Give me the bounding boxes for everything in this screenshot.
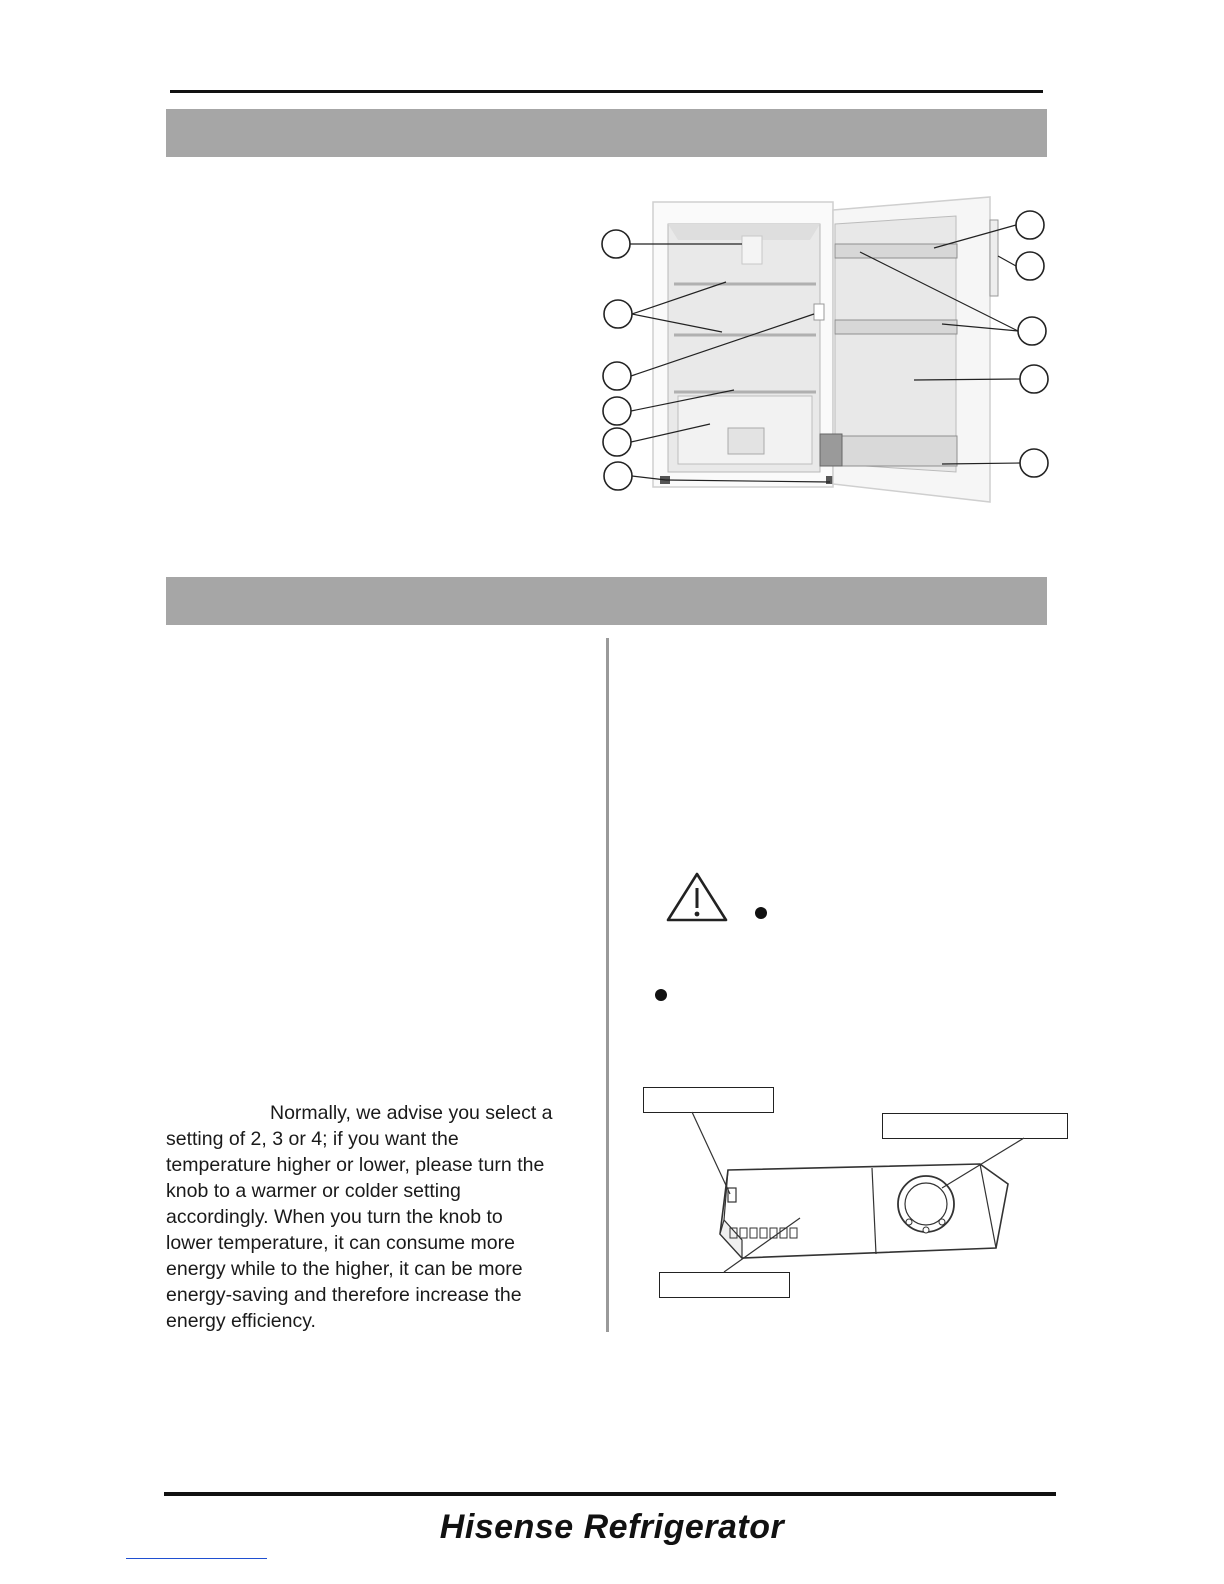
warning-triangle-icon: [664, 870, 730, 924]
header-rule: [170, 90, 1043, 93]
brand-logo-text: Hisense Refrigerator: [439, 1508, 785, 1546]
column-divider: [606, 638, 609, 1332]
light-box: [742, 236, 762, 264]
callout-marker: [602, 230, 630, 258]
callout-marker: [1020, 449, 1048, 477]
callout-marker: [604, 300, 632, 328]
paragraph-line: lower temperature, it can consume more: [166, 1232, 515, 1254]
fridge-illustration: [590, 192, 1060, 512]
paragraph-line: setting of 2, 3 or 4; if you want the: [166, 1128, 459, 1150]
door-rack-bottom: [835, 436, 957, 466]
paragraph-line: knob to a warmer or colder setting: [166, 1180, 461, 1202]
section-header-band-2: [166, 577, 1047, 625]
bullet-dot-icon: [754, 906, 768, 920]
light-switch: [728, 1188, 736, 1202]
paragraph-line: energy while to the higher, it can be more: [166, 1258, 523, 1280]
callout-marker: [1020, 365, 1048, 393]
bullet-dot-icon: [654, 988, 668, 1002]
callout-marker: [1018, 317, 1046, 345]
section-header-band-1: [166, 109, 1047, 157]
bottle-holder: [820, 434, 842, 466]
thermostat-unit: [814, 304, 824, 320]
door-rack-middle: [835, 320, 957, 334]
temperature-advice-paragraph: [166, 1100, 596, 1334]
paragraph-line: energy-saving and therefore increase the: [166, 1284, 522, 1306]
callout-marker: [1016, 252, 1044, 280]
link-underline[interactable]: [126, 1558, 267, 1559]
callout-marker: [603, 397, 631, 425]
callout-marker: [604, 462, 632, 490]
callout-marker: [1016, 211, 1044, 239]
callout-marker: [603, 362, 631, 390]
paragraph-line: Normally, we advise you select a: [270, 1102, 553, 1124]
callout-marker: [603, 428, 631, 456]
thermostat-control-unit-illustration: [680, 1108, 1020, 1278]
paragraph-line: temperature higher or lower, please turn the: [166, 1154, 545, 1176]
paragraph-line: accordingly. When you turn the knob to: [166, 1206, 503, 1228]
footer-rule: [164, 1492, 1056, 1496]
paragraph-line: energy efficiency.: [166, 1310, 316, 1332]
